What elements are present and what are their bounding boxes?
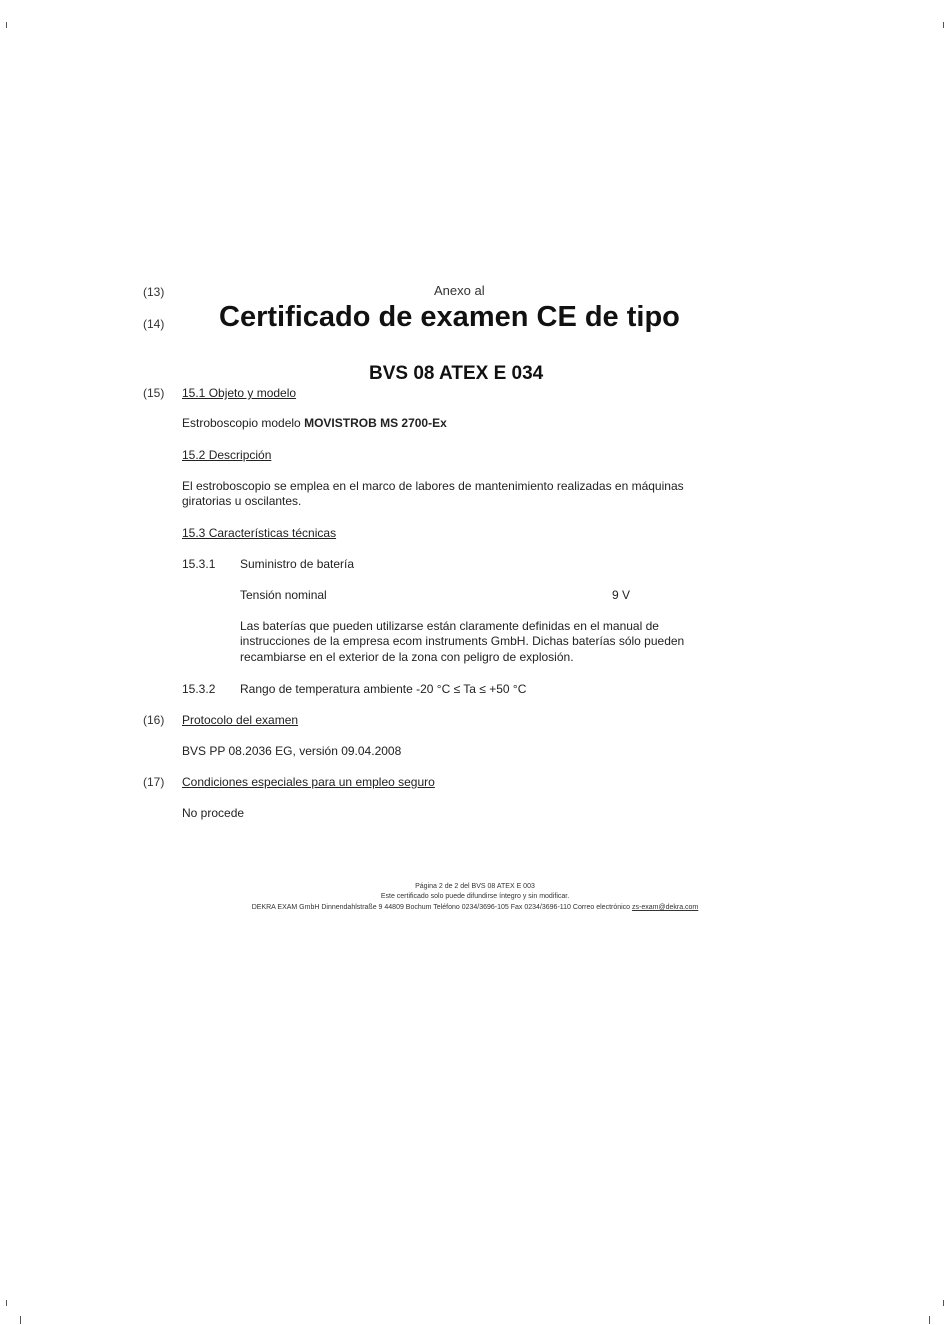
document-title: Certificado de examen CE de tipo — [219, 301, 680, 333]
crop-mark-right-bottom — [943, 1300, 944, 1306]
crop-mark-top-right — [943, 22, 944, 28]
description-line-2: giratorias u oscilantes. — [182, 494, 302, 508]
heading-17: Condiciones especiales para un empleo seguro — [182, 775, 435, 789]
voltage-label: Tensión nominal — [240, 588, 327, 602]
battery-line-3: recambiarse en el exterior de la zona con peligro de explosión. — [240, 650, 574, 664]
heading-15-3: 15.3 Características técnicas — [182, 526, 337, 540]
heading-15-2: 15.2 Descripción — [182, 448, 272, 462]
heading-16: Protocolo del examen — [182, 713, 299, 727]
model-prefix: Estroboscopio modelo — [182, 416, 305, 430]
item-number-14: (14) — [143, 317, 165, 331]
voltage-value: 9 V — [612, 588, 631, 602]
item-number-17: (17) — [143, 775, 165, 789]
item-15-3-1-label: Suministro de batería — [240, 557, 355, 571]
battery-line-2: instrucciones de la empresa ecom instruments GmbH. Dichas baterías sólo pueden — [240, 634, 685, 648]
footer-page-info: Página 2 de 2 del BVS 08 ATEX E 003 — [415, 883, 535, 890]
description-line-1: El estroboscopio se emplea en el marco de labores de mantenimiento realizadas en máquinas — [182, 479, 684, 493]
crop-mark-bottom-right — [929, 1316, 930, 1324]
footer-address — [0, 904, 950, 911]
item-15-3-1-number: 15.3.1 — [182, 557, 216, 571]
footer-email-link[interactable]: zs-exam@dekra.com — [632, 904, 699, 911]
test-protocol: BVS PP 08.2036 EG, versión 09.04.2008 — [182, 744, 402, 758]
model-name: MOVISTROB MS 2700-Ex — [304, 416, 447, 430]
footer-notice: Este certificado solo puede difundirse íntegro y sin modificar. — [380, 893, 570, 900]
heading-15-1: 15.1 Objeto y modelo — [182, 386, 297, 400]
temperature-range: Rango de temperatura ambiente -20 °C ≤ Ta ≤ +50 °C — [240, 682, 527, 696]
crop-mark-left-bottom — [6, 1300, 7, 1306]
item-number-13: (13) — [143, 285, 165, 299]
certificate-number: BVS 08 ATEX E 034 — [369, 363, 544, 384]
item-number-16: (16) — [143, 713, 165, 727]
crop-mark-top-left — [6, 22, 7, 28]
model-line — [182, 416, 447, 431]
footer-contact: DEKRA EXAM GmbH Dinnendahlstraße 9 44809 Bochum Teléfono 0234/3696-105 Fax 0234/3696-110 Correo electrónico — [251, 904, 633, 911]
item-number-15: (15) — [143, 386, 165, 400]
special-conditions: No procede — [182, 806, 245, 820]
annex-label: Anexo al — [434, 283, 485, 298]
item-15-3-2-number: 15.3.2 — [182, 682, 216, 696]
battery-line-1: Las baterías que pueden utilizarse están claramente definidas en el manual de — [240, 619, 659, 633]
crop-mark-bottom-left — [20, 1316, 21, 1324]
